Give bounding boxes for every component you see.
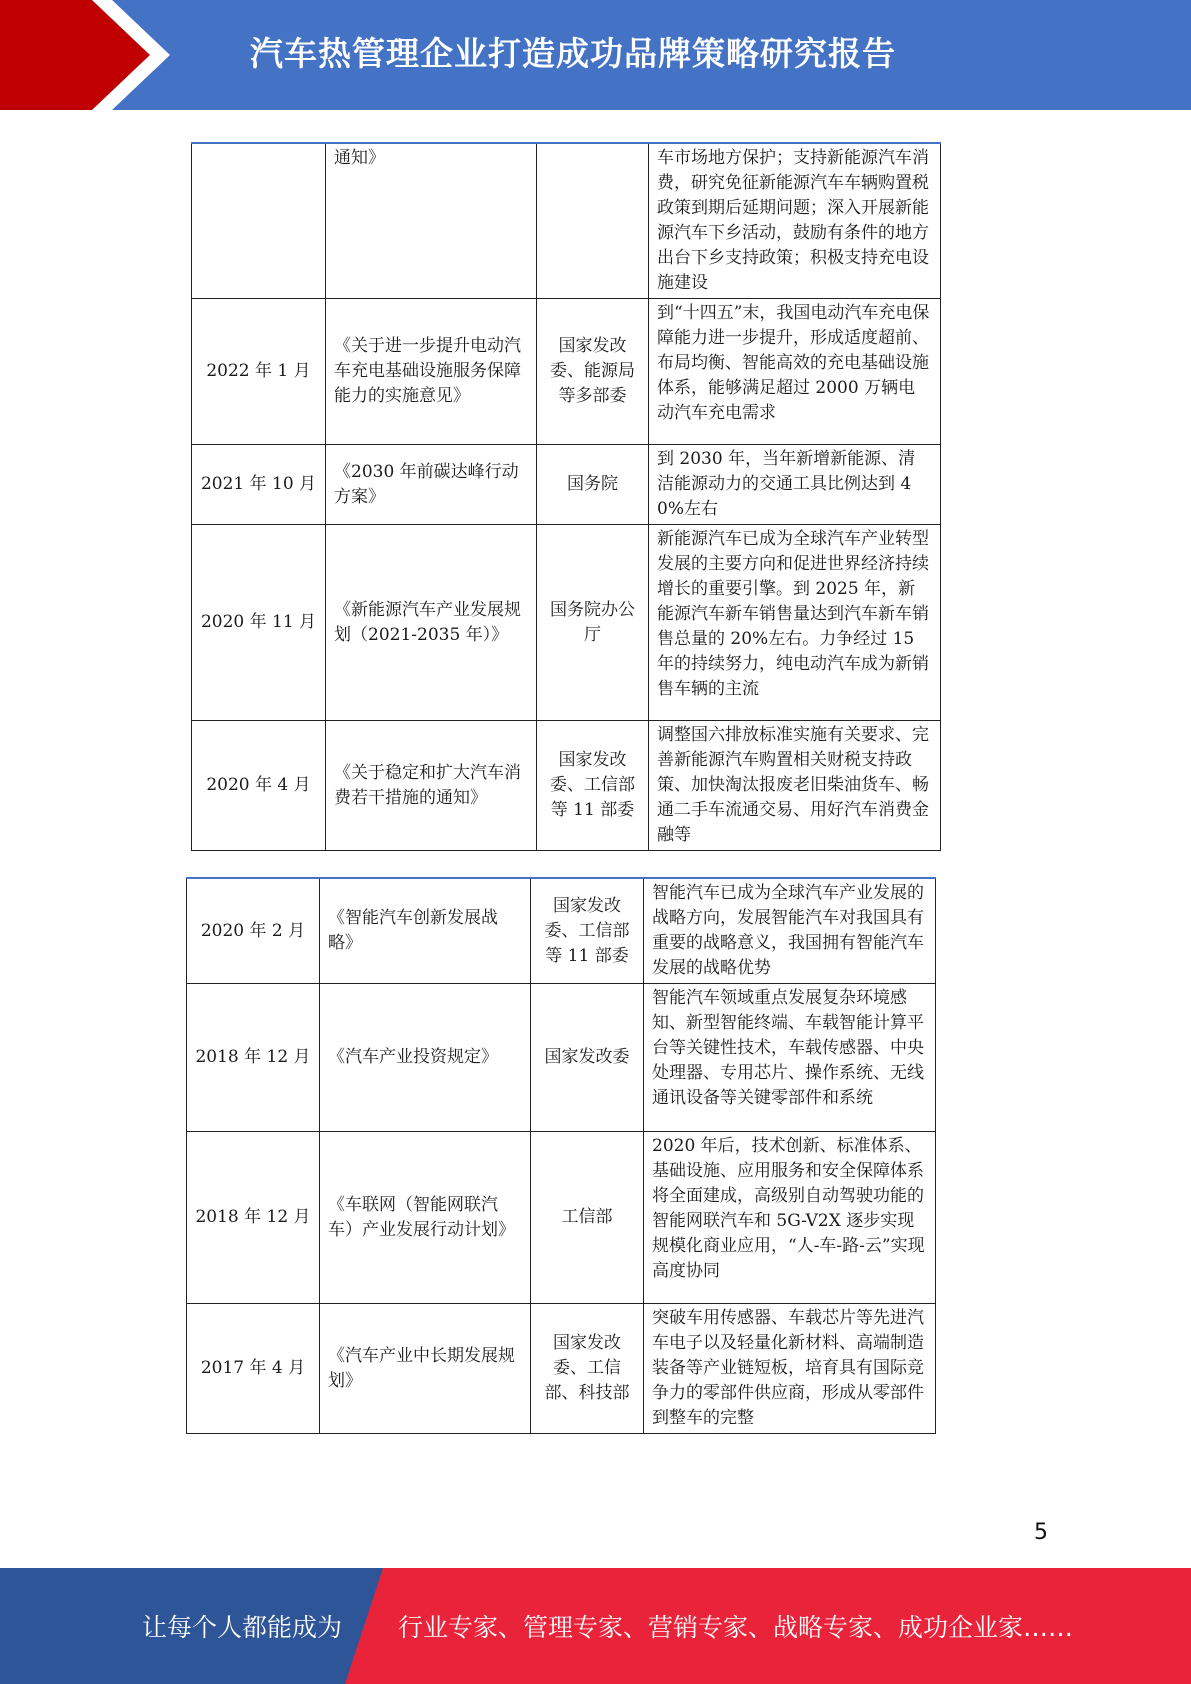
cell-date: 2020 年 11 月: [192, 525, 326, 721]
page-number: 5: [1034, 1520, 1048, 1545]
cell-department: 国家发改委、工信部等 11 部委: [537, 721, 649, 851]
cell-department: 国务院办公厅: [537, 525, 649, 721]
cell-department: [537, 143, 649, 299]
cell-content: 到“十四五”末，我国电动汽车充电保障能力进一步提升，形成适度超前、布局均衡、智能高效的充电基础设施体系，能够满足超过 2000 万辆电动汽车充电需求: [649, 299, 941, 445]
cell-date: 2022 年 1 月: [192, 299, 326, 445]
cell-document: 《关于稳定和扩大汽车消费若干措施的通知》: [326, 721, 537, 851]
page-header: [0, 0, 1191, 110]
cell-content: 2020 年后，技术创新、标准体系、基础设施、应用服务和安全保障体系将全面建成，高级别自动驾驶功能的智能网联汽车和 5G-V2X 逐步实现规模化商业应用，“人-车-路-云”实现高度协同: [644, 1132, 936, 1304]
table-row: [192, 525, 941, 721]
header-title: 汽车热管理企业打造成功品牌策略研究报告: [250, 34, 896, 73]
cell-date: 2021 年 10 月: [192, 445, 326, 525]
cell-department: 国家发改委、工信部、科技部: [531, 1304, 644, 1434]
cell-content: 新能源汽车已成为全球汽车产业转型发展的主要方向和促进世界经济持续增长的重要引擎。到 2025 年，新能源汽车新车销售量达到汽车新车销售总量的 20%左右。力争经过 15 年的持续努力，纯电动汽车成为新销售车辆的主流: [649, 525, 941, 721]
cell-content: 智能汽车领域重点发展复杂环境感知、新型智能终端、车载智能计算平台等关键性技术，车载传感器、中央处理器、专用芯片、操作系统、无线通讯设备等关键零部件和系统: [644, 984, 936, 1132]
cell-department: 国家发改委、工信部等 11 部委: [531, 878, 644, 984]
footer-slogan-right: 行业专家、管理专家、营销专家、战略专家、成功企业家……: [398, 1613, 1074, 1642]
cell-department: 国务院: [537, 445, 649, 525]
cell-department: 工信部: [531, 1132, 644, 1304]
cell-document: 《关于进一步提升电动汽车充电基础设施服务保障能力的实施意见》: [326, 299, 537, 445]
policy-table-2: [186, 877, 936, 1434]
cell-content: 突破车用传感器、车载芯片等先进汽车电子以及轻量化新材料、高端制造装备等产业链短板，培育具有国际竞争力的零部件供应商，形成从零部件到整车的完整: [644, 1304, 936, 1434]
cell-department: 国家发改委、能源局等多部委: [537, 299, 649, 445]
cell-content: 车市场地方保护；支持新能源汽车消费，研究免征新能源汽车车辆购置税政策到期后延期问题；深入开展新能源汽车下乡活动，鼓励有条件的地方出台下乡支持政策；积极支持充电设施建设: [649, 143, 941, 299]
table-row: [187, 878, 936, 984]
cell-date: 2017 年 4 月: [187, 1304, 320, 1434]
table-row: [187, 1304, 936, 1434]
cell-document: 《汽车产业中长期发展规划》: [320, 1304, 531, 1434]
cell-content: 调整国六排放标准实施有关要求、完善新能源汽车购置相关财税支持政策、加快淘汰报废老旧柴油货车、畅通二手车流通交易、用好汽车消费金融等: [649, 721, 941, 851]
cell-document: 通知》: [326, 143, 537, 299]
cell-document: 《新能源汽车产业发展规划（2021-2035 年）》: [326, 525, 537, 721]
table-row: [192, 143, 941, 299]
cell-content: 智能汽车已成为全球汽车产业发展的战略方向，发展智能汽车对我国具有重要的战略意义，我国拥有智能汽车发展的战略优势: [644, 878, 936, 984]
table-row: [187, 1132, 936, 1304]
cell-date: 2020 年 4 月: [192, 721, 326, 851]
page-footer: [0, 1568, 1191, 1684]
table-row: [192, 721, 941, 851]
cell-date: 2018 年 12 月: [187, 984, 320, 1132]
cell-document: 《汽车产业投资规定》: [320, 984, 531, 1132]
table-row: [192, 299, 941, 445]
table-row: [192, 445, 941, 525]
cell-document: 《车联网（智能网联汽车）产业发展行动计划》: [320, 1132, 531, 1304]
cell-date: [192, 143, 326, 299]
footer-slogan-left: 让每个人都能成为: [142, 1613, 343, 1642]
cell-content: 到 2030 年，当年新增新能源、清洁能源动力的交通工具比例达到 40%左右: [649, 445, 941, 525]
cell-department: 国家发改委: [531, 984, 644, 1132]
policy-table-1: [191, 142, 941, 851]
cell-document: 《2030 年前碳达峰行动方案》: [326, 445, 537, 525]
table-row: [187, 984, 936, 1132]
cell-date: 2020 年 2 月: [187, 878, 320, 984]
cell-date: 2018 年 12 月: [187, 1132, 320, 1304]
cell-document: 《智能汽车创新发展战略》: [320, 878, 531, 984]
